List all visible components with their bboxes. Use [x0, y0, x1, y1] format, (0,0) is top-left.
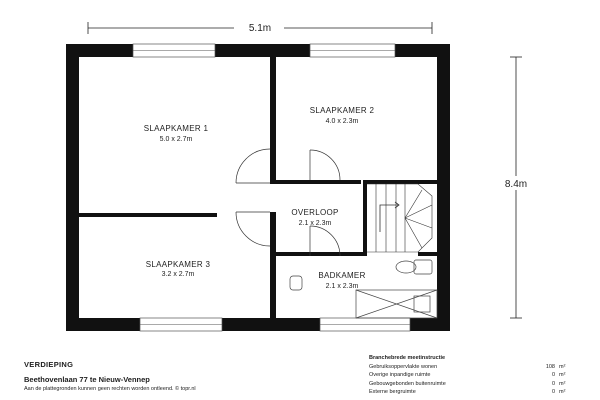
- room-size: 2.1 x 2.3m: [298, 220, 332, 227]
- bathroom-fixtures: [290, 260, 437, 318]
- width-label: 5.1m: [248, 23, 272, 34]
- room-size: 4.0 x 2.3m: [325, 118, 359, 125]
- room-name: SLAAPKAMER 3: [145, 260, 211, 269]
- measurement-value: 0: [551, 372, 555, 379]
- room-size: 2.1 x 2.3m: [325, 283, 359, 290]
- room-name: SLAAPKAMER 1: [143, 124, 209, 133]
- measurement-value: 108: [545, 364, 555, 370]
- measurement-label: Overige inpandige ruimte: [369, 372, 431, 379]
- measurement-value: 0: [551, 388, 555, 395]
- measurement-row: [369, 371, 569, 379]
- measurement-unit: m²: [559, 372, 566, 379]
- measurement-label: Gebouwgebonden buitenruimte: [369, 380, 446, 387]
- footer-info: [24, 360, 196, 392]
- staircase: [367, 184, 432, 252]
- measurement-heading: Branchebrede meetinstructie: [369, 355, 446, 361]
- measurement-label: Gebruiksoppervlakte wonen: [369, 364, 438, 370]
- measurement-value: 0: [551, 380, 555, 387]
- measurement-unit: m²: [559, 364, 566, 370]
- height-dimension: [500, 57, 532, 318]
- measurement-row: [369, 380, 569, 388]
- measurement-label: Externe bergruimte: [369, 388, 416, 395]
- measurement-row: [369, 388, 569, 396]
- measurement-unit: m²: [559, 388, 566, 395]
- height-label: 8.4m: [504, 179, 528, 190]
- measurement-table: [369, 354, 569, 396]
- address: Beethovenlaan 77 te Nieuw-Vennep: [24, 375, 150, 384]
- room-name: SLAAPKAMER 2: [309, 106, 375, 115]
- room-slaapkamer-2: [310, 106, 375, 125]
- room-size: 3.2 x 2.7m: [161, 271, 195, 278]
- room-slaapkamer-1: [144, 124, 209, 143]
- room-slaapkamer-3: [146, 260, 211, 278]
- room-name: OVERLOOP: [291, 208, 339, 217]
- floor-label: VERDIEPING: [24, 360, 74, 369]
- doors: [236, 149, 340, 256]
- disclaimer: Aan de plattegronden kunnen geen rechten worden ontleend. © topr.nl: [24, 386, 196, 392]
- measurement-row: [369, 363, 569, 371]
- room-badkamer: [318, 271, 365, 290]
- sink-icon: [290, 276, 302, 290]
- width-dimension: [88, 20, 432, 34]
- room-size: 5.0 x 2.7m: [159, 136, 193, 143]
- measurement-unit: m²: [559, 380, 566, 387]
- outer-walls: [66, 44, 450, 331]
- shower-drain-icon: [414, 296, 430, 312]
- room-overloop: [291, 208, 338, 227]
- room-name: BADKAMER: [318, 271, 366, 280]
- interior-walls: [79, 57, 437, 318]
- toilet-icon: [396, 261, 416, 273]
